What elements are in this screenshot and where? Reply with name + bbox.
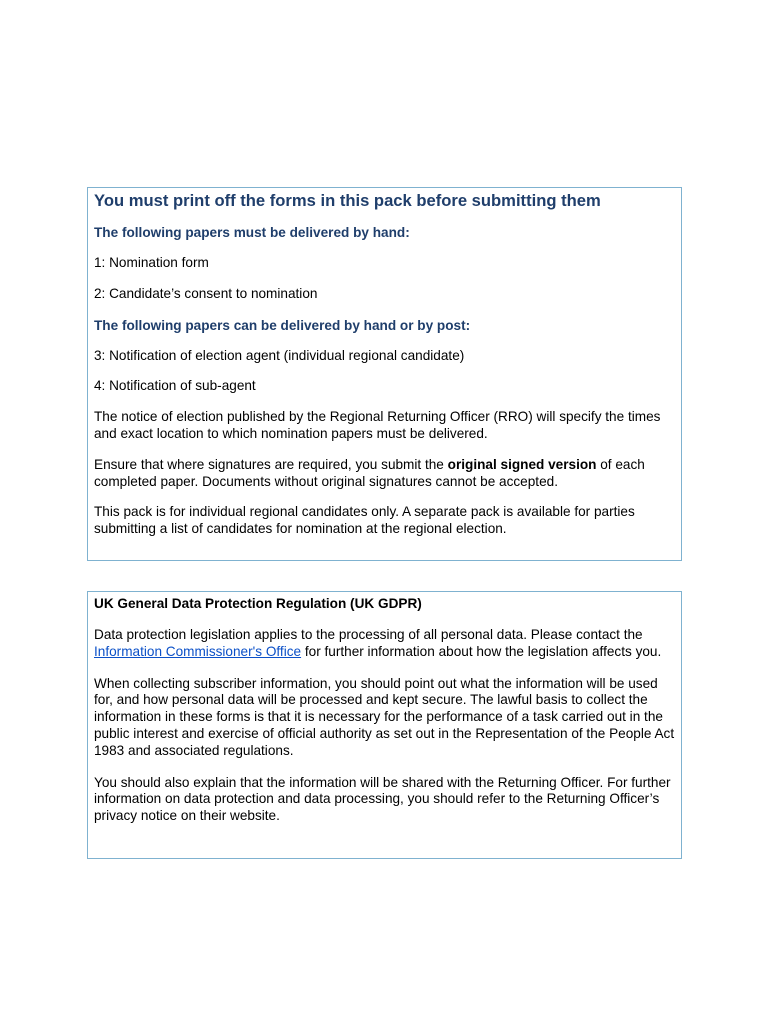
by-hand-or-post-heading: The following papers can be delivered by hand or by post: bbox=[94, 317, 471, 333]
signatures-paragraph bbox=[94, 457, 675, 491]
gdpr-collection-paragraph: When collecting subscriber information, you should point out what the information will be used for, and how personal data will be processed and kept secure. The lawful basis to collect the information in these forms is that it is necessary for the performance of a task carried out in the public interest and exercise of official authority as set out in the Representation of the People Act 1983 and associated regulations. bbox=[94, 675, 675, 758]
ico-link[interactable]: Information Commissioner's Office bbox=[94, 643, 302, 659]
list-item-election-agent: 3: Notification of election agent (individual regional candidate) bbox=[94, 347, 465, 363]
list-item-sub-agent: 4: Notification of sub-agent bbox=[94, 378, 256, 394]
list-item-candidate-consent: 2: Candidate’s consent to nomination bbox=[94, 285, 318, 301]
notice-of-election-paragraph: The notice of election published by the Regional Returning Officer (RRO) will specify the times and exact location to which nomination papers must be delivered. bbox=[94, 409, 661, 441]
by-hand-heading: The following papers must be delivered by hand: bbox=[94, 225, 410, 240]
print-notice-box bbox=[87, 187, 682, 561]
signatures-text-start: Ensure that where signatures are required, you submit the bbox=[94, 456, 448, 472]
signatures-text-end: of each completed paper. Documents without original signatures cannot be accepted. bbox=[94, 456, 645, 489]
original-signed-version-emphasis: original signed version bbox=[447, 456, 597, 472]
gdpr-legislation-paragraph bbox=[94, 627, 675, 661]
gdpr-box bbox=[87, 591, 682, 859]
pack-scope-paragraph: This pack is for individual regional candidates only. A separate pack is available for parties submitting a list of candidates for nomination at the regional election. bbox=[94, 504, 635, 537]
list-item-nomination-form: 1: Nomination form bbox=[94, 255, 209, 270]
gdpr-heading: UK General Data Protection Regulation (UK GDPR) bbox=[94, 596, 422, 611]
print-notice-title: You must print off the forms in this pack before submitting them bbox=[94, 191, 601, 210]
gdpr-sharing-paragraph: You should also explain that the information will be shared with the Returning Officer. For further information on data protection and data processing, you should refer to the Returning Officer’s privacy notice on their website. bbox=[94, 774, 671, 824]
gdpr-p1-text-end: for further information about how the legislation affects you. bbox=[301, 643, 662, 659]
gdpr-p1-text-start: Data protection legislation applies to the processing of all personal data. Please contact the bbox=[94, 627, 643, 642]
